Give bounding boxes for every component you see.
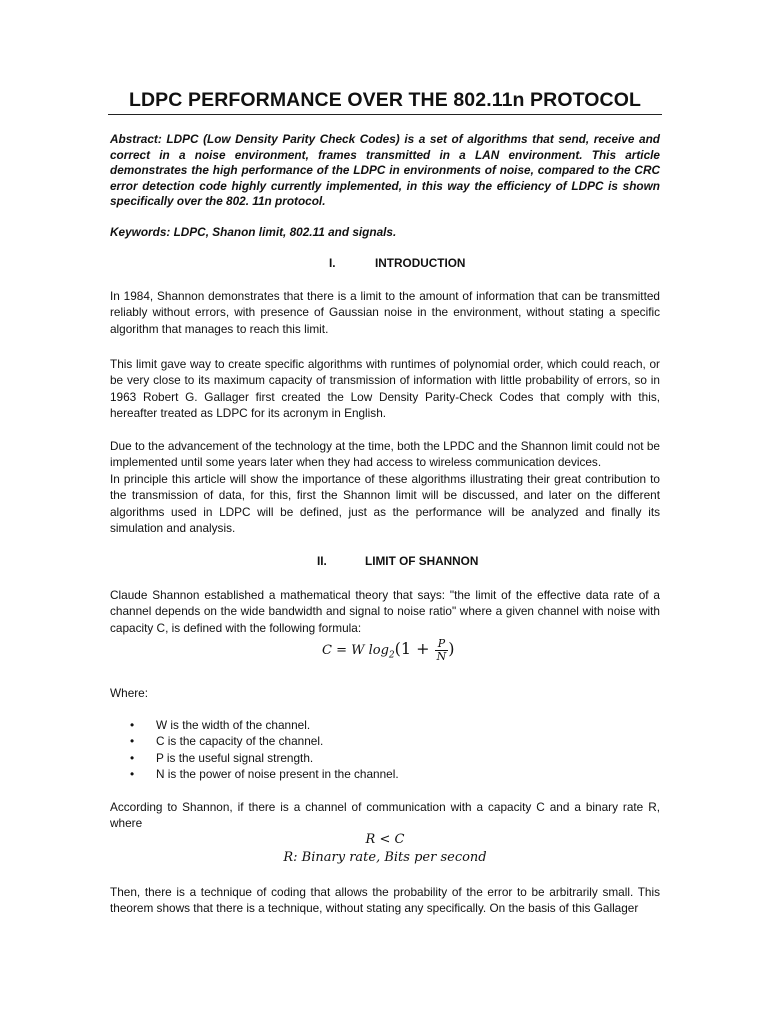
list-item: • W is the width of the channel. — [130, 718, 311, 732]
formula-subscript: 2 — [388, 650, 395, 661]
where-label: Where: — [110, 686, 149, 700]
keywords: Keywords: LDPC, Shanon limit, 802.11 and signals. — [110, 225, 397, 239]
paper-title: LDPC PERFORMANCE OVER THE 802.11n PROTOCOL — [128, 89, 641, 111]
formula-denominator: N — [436, 650, 447, 663]
intro-paragraph-3: Due to the advancement of the technology at the time, both the LPDC and the Shannon limit could not be implemented until some years later when they had access to wireless communication devices. — [110, 439, 660, 470]
formula-close: ) — [448, 639, 455, 658]
section-2-heading: LIMIT OF SHANNON — [365, 554, 479, 568]
intro-paragraph-2: This limit gave way to create specific algorithms with runtimes of polynomial order, which could reach, or be very close to its maximum capacity of transmission of information with little probability of errors, so in 1963 Robert G. Gallager first created the Low Density Parity-Check Codes that comply with this, hereafter treated as LDPC for its acronym in English. — [110, 357, 660, 421]
coding-paragraph: Then, there is a technique of coding that allows the probability of the error to be arbitrarily small. This theorem shows that there is a technique, without stating any specifically. On the basis of this Gallager — [110, 885, 660, 916]
list-item: • P is the useful signal strength. — [130, 750, 314, 765]
list-item: • C is the capacity of the channel. — [130, 734, 324, 749]
section-2-number: II. — [317, 554, 327, 568]
according-paragraph: According to Shannon, if there is a channel of communication with a capacity C and a binary rate R, where — [110, 800, 660, 831]
shannon-formula — [322, 638, 455, 663]
abstract: Abstract: LDPC (Low Density Parity Check Codes) is a set of algorithms that send, receive and correct in a noise environment, frames transmitted in a LAN environment. This article demonstrates the high performance of the LDPC in environments of noise, compared to the CRC error detection code highly currently implemented, in this way the efficiency of LDPC is shown specifically over the 802. 11n protocol. — [110, 132, 660, 209]
formula-numerator: P — [435, 638, 449, 651]
list-item: • N is the power of noise present in the channel. — [130, 767, 399, 782]
formula-fraction — [435, 638, 449, 663]
shannon-intro-paragraph: Claude Shannon established a mathematical theory that says: "the limit of the effective data rate of a channel depends on the wide bandwidth and signal to noise ratio" where a given channel with noise with capacity C, is defined with the following formula: — [110, 588, 660, 635]
section-1-number: I. — [329, 256, 336, 270]
title-divider — [108, 114, 662, 115]
formula-open: (1 + — [394, 639, 435, 658]
intro-paragraph-1: In 1984, Shannon demonstrates that there is a limit to the amount of information that can be transmitted reliably without errors, with presence of Gaussian noise in the environment, without stating a specific algorithm that manages to reach this limit. — [110, 289, 660, 336]
section-1-heading: INTRODUCTION — [375, 256, 466, 270]
formula-lhs: C = W log — [322, 643, 389, 658]
rate-inequality: R < C — [365, 832, 405, 847]
intro-paragraph-4: In principle this article will show the importance of these algorithms illustrating their great contribution to the transmission of data, for this, first the Shannon limit will be discussed, and later on the different algorithms used in LDPC will be defined, just as the performance will be analyzed and finally its simulation and analysis. — [110, 472, 660, 536]
variable-list — [130, 717, 399, 783]
rate-definition: R: Binary rate, Bits per second — [283, 850, 487, 865]
